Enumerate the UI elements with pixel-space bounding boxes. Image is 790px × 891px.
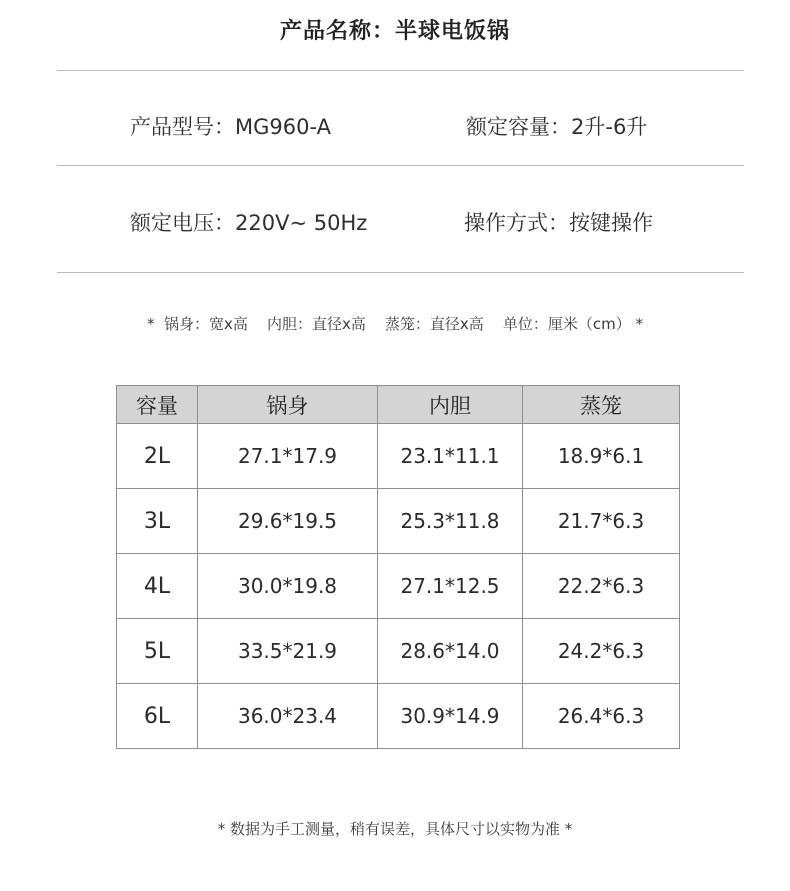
capacity-cell: 6L [117,684,198,749]
measurement-footnote: * 数据为手工测量，稍有误差，具体尺寸以实物为准 * [217,820,573,838]
pot-body-cell: 30.0*19.8 [198,554,378,619]
divider [57,272,744,273]
unit-note: * 锅身：宽x高 内胆：直径x高 蒸笼：直径x高 单位：厘米（cm） * [146,315,643,333]
table-row [117,489,680,554]
inner-pot-cell: 23.1*11.1 [378,424,523,489]
table-row [117,424,680,489]
pot-body-cell: 33.5*21.9 [198,619,378,684]
header-inner-pot: 内胆 [378,386,523,424]
table-row [117,554,680,619]
inner-pot-cell: 27.1*12.5 [378,554,523,619]
header-capacity: 容量 [117,386,198,424]
steamer-cell: 22.2*6.3 [523,554,680,619]
capacity-cell: 4L [117,554,198,619]
inner-pot-cell: 25.3*11.8 [378,489,523,554]
inner-pot-cell: 30.9*14.9 [378,684,523,749]
pot-body-cell: 29.6*19.5 [198,489,378,554]
capacity-cell: 2L [117,424,198,489]
capacity-cell: 3L [117,489,198,554]
header-pot-body: 锅身 [198,386,378,424]
divider [57,165,744,166]
pot-body-cell: 27.1*17.9 [198,424,378,489]
steamer-cell: 26.4*6.3 [523,684,680,749]
table-row [117,619,680,684]
steamer-cell: 18.9*6.1 [523,424,680,489]
divider [57,70,744,71]
operation-mode: 操作方式：按键操作 [464,211,653,235]
capacity-cell: 5L [117,619,198,684]
size-table [116,385,680,749]
pot-body-cell: 36.0*23.4 [198,684,378,749]
table-header-row [117,386,680,424]
inner-pot-cell: 28.6*14.0 [378,619,523,684]
table-row [117,684,680,749]
header-steamer: 蒸笼 [523,386,680,424]
product-name-title: 产品名称：半球电饭锅 [279,19,510,44]
product-model: 产品型号：MG960-A [130,115,331,139]
steamer-cell: 21.7*6.3 [523,489,680,554]
rated-voltage: 额定电压：220V~ 50Hz [130,211,368,235]
rated-capacity: 额定容量：2升-6升 [466,115,648,139]
steamer-cell: 24.2*6.3 [523,619,680,684]
